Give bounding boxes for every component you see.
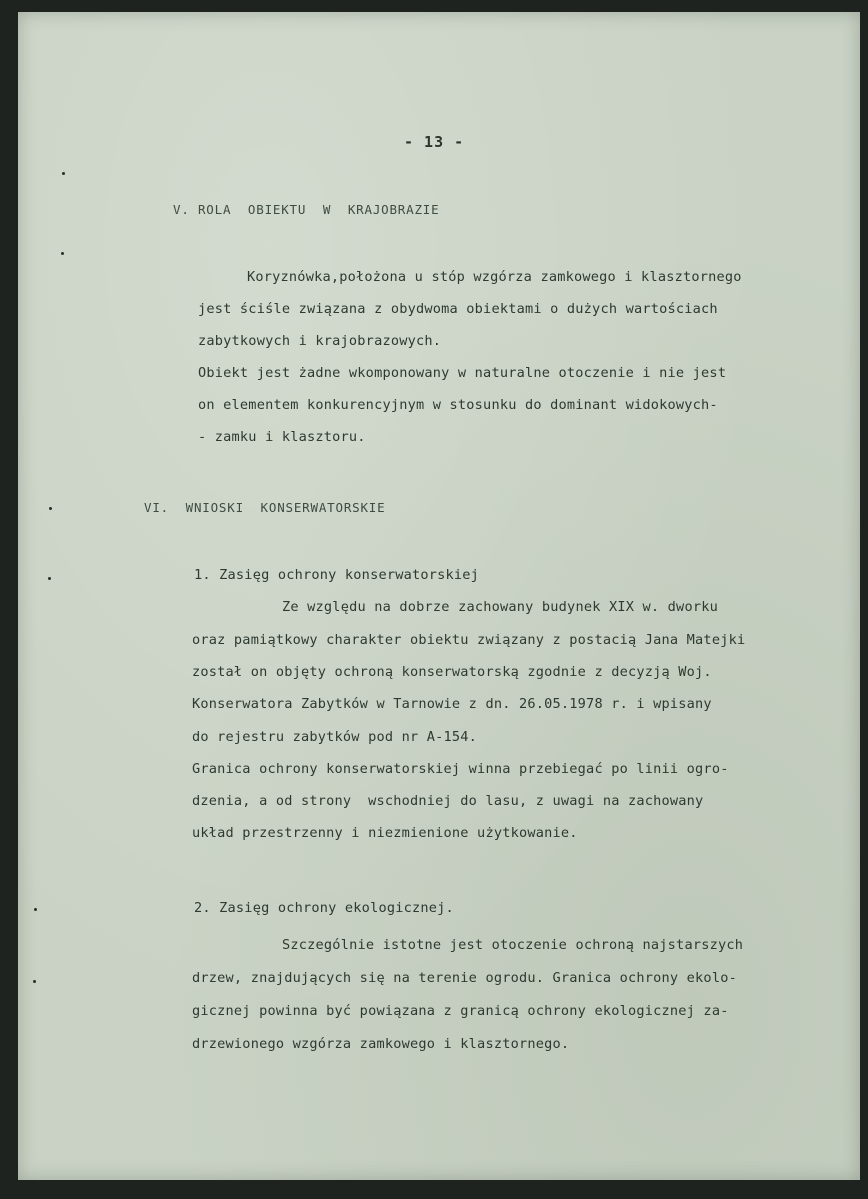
subsection-1-line-7: dzenia, a od strony wschodniej do lasu, z uwagi na zachowany [192,793,704,809]
page-number: - 13 - [404,133,465,151]
margin-mark [61,252,64,255]
section-v-heading: V. ROLA OBIEKTU W KRAJOBRAZIE [173,202,440,217]
section-v-line-3: zabytkowych i krajobrazowych. [198,333,442,349]
subsection-2-line-4: drzewionego wzgórza zamkowego i klasztornego. [192,1036,570,1052]
margin-mark [62,172,65,175]
subsection-1-line-1: Ze względu na dobrze zachowany budynek XIX w. dworku [282,599,718,615]
section-v-line-6: - zamku i klasztoru. [198,429,366,445]
subsection-1-line-8: układ przestrzenny i niezmienione użytkowanie. [192,825,578,841]
margin-mark [34,908,37,911]
document-page [18,12,860,1180]
subsection-2-line-3: gicznej powinna być powiązana z granicą ochrony ekologicznej za- [192,1003,729,1019]
section-vi-heading: VI. WNIOSKI KONSERWATORSKIE [144,500,386,515]
subsection-1-line-6: Granica ochrony konserwatorskiej winna przebiegać po linii ogro- [192,761,729,777]
subsection-2-title: 2. Zasięg ochrony ekologicznej. [194,900,454,916]
subsection-1-line-2: oraz pamiątkowy charakter obiektu związany z postacią Jana Matejki [192,632,746,648]
margin-mark [48,577,51,580]
margin-mark [49,507,52,510]
subsection-2-line-1: Szczególnie istotne jest otoczenie ochroną najstarszych [282,937,744,953]
subsection-2-line-2: drzew, znajdujących się na terenie ogrodu. Granica ochrony ekolo- [192,970,737,986]
section-v-line-4: Obiekt jest żadne wkomponowany w naturalne otoczenie i nie jest [198,365,727,381]
subsection-1-line-3: został on objęty ochroną konserwatorską zgodnie z decyzją Woj. [192,664,712,680]
margin-mark [33,980,36,983]
subsection-1-line-5: do rejestru zabytków pod nr A-154. [192,729,478,745]
section-v-line-2: jest ściśle związana z obydwoma obiektami o dużych wartościach [198,301,718,317]
section-v-line-1: Koryznówka,położona u stóp wzgórza zamkowego i klasztornego [247,269,742,285]
section-v-line-5: on elementem konkurencyjnym w stosunku do dominant widokowych- [198,397,718,413]
subsection-1-line-4: Konserwatora Zabytków w Tarnowie z dn. 26.05.1978 r. i wpisany [192,696,712,712]
subsection-1-title: 1. Zasięg ochrony konserwatorskiej [194,567,480,583]
